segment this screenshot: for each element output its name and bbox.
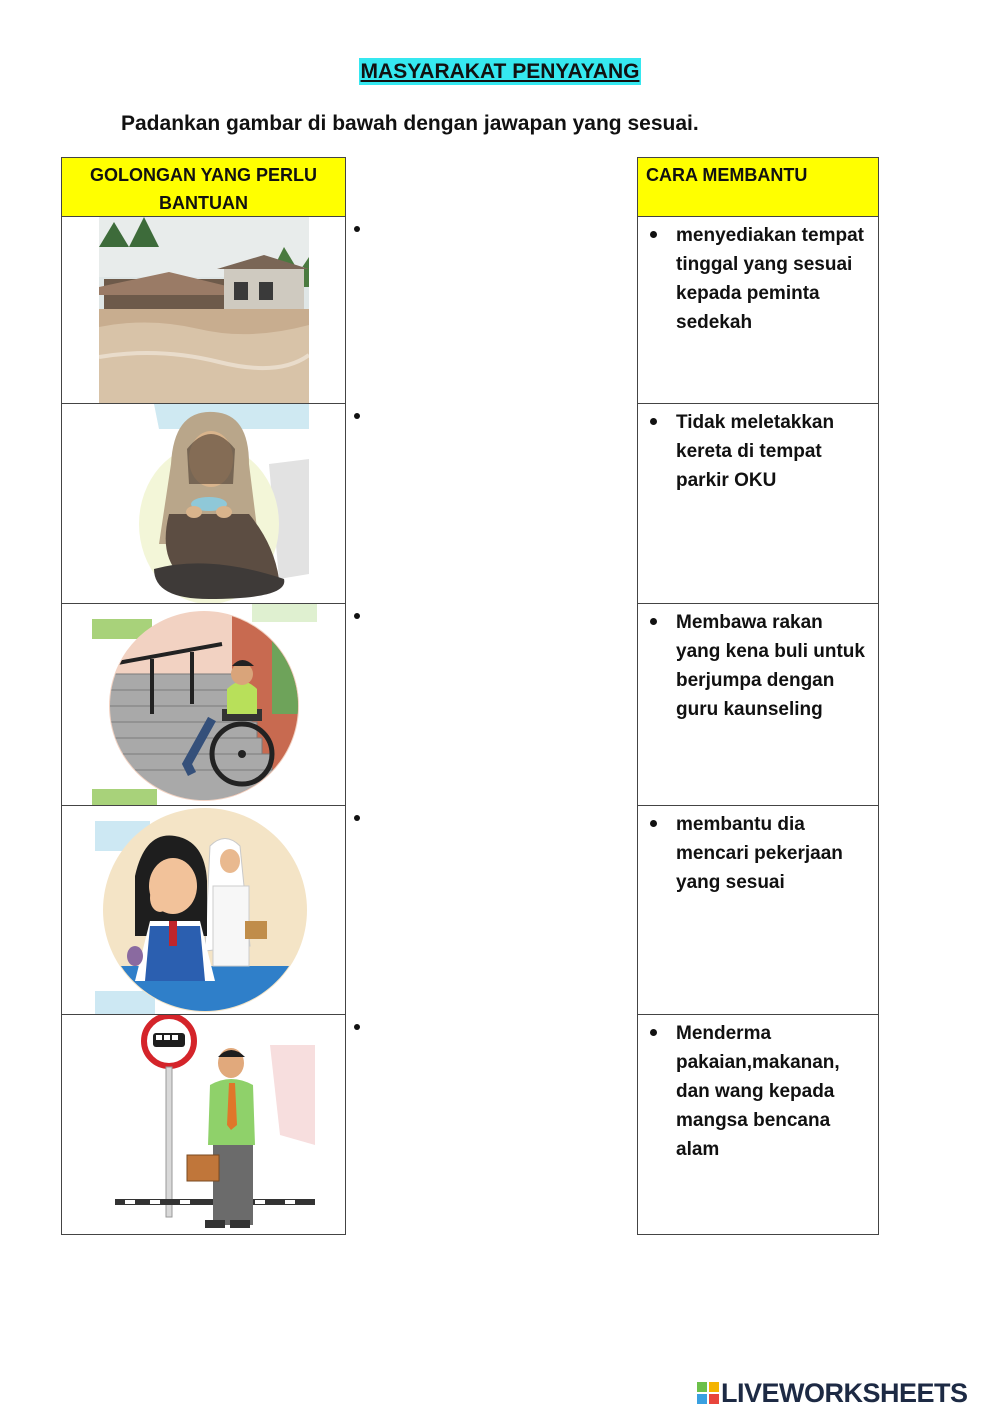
answer-text-5: Menderma pakaian,makanan, dan wang kepada mangsa bencana alam — [638, 1015, 878, 1164]
bullied-student-image[interactable] — [95, 806, 315, 1014]
match-dot-1[interactable] — [354, 226, 360, 232]
worksheet-title: MASYARAKAT PENYAYANG — [360, 60, 640, 83]
answer-text-2: Tidak meletakkan kereta di tempat parkir OKU — [638, 404, 878, 495]
picture-row-4 — [62, 806, 345, 1015]
left-column — [61, 157, 346, 1235]
picture-row-5 — [62, 1015, 345, 1235]
answer-text-1: menyediakan tempat tinggal yang sesuai kepada peminta sedekah — [638, 217, 878, 337]
match-dot-5[interactable] — [354, 1024, 360, 1030]
answer-text-4: membantu dia mencari pekerjaan yang sesuai — [638, 806, 878, 897]
left-column-header: GOLONGAN YANG PERLU BANTUAN — [62, 158, 345, 217]
beggar-woman-image[interactable] — [99, 404, 309, 603]
answer-row-5[interactable] — [638, 1015, 878, 1235]
wheelchair-stairs-image[interactable] — [92, 604, 317, 805]
match-dot-3[interactable] — [354, 613, 360, 619]
answer-row-2[interactable] — [638, 404, 878, 604]
liveworksheets-logo — [697, 1378, 968, 1409]
right-column-header: CARA MEMBANTU — [638, 158, 878, 217]
answer-text-3: Membawa rakan yang kena buli untuk berjumpa dengan guru kaunseling — [638, 604, 878, 724]
right-column — [637, 157, 879, 1235]
liveworksheets-blocks-icon — [697, 1382, 719, 1404]
picture-row-3 — [62, 604, 345, 806]
instruction-text: Padankan gambar di bawah dengan jawapan yang sesuai. — [121, 112, 699, 135]
match-dot-4[interactable] — [354, 815, 360, 821]
liveworksheets-wordmark: LIVEWORKSHEETS — [721, 1378, 968, 1408]
flood-houses-image[interactable] — [99, 217, 309, 403]
jobseeker-bus-stop-image[interactable] — [95, 1015, 315, 1234]
picture-row-2 — [62, 404, 345, 604]
answer-row-3[interactable] — [638, 604, 878, 806]
picture-row-1 — [62, 217, 345, 404]
match-dot-2[interactable] — [354, 413, 360, 419]
answer-row-1[interactable] — [638, 217, 878, 404]
answer-row-4[interactable] — [638, 806, 878, 1015]
